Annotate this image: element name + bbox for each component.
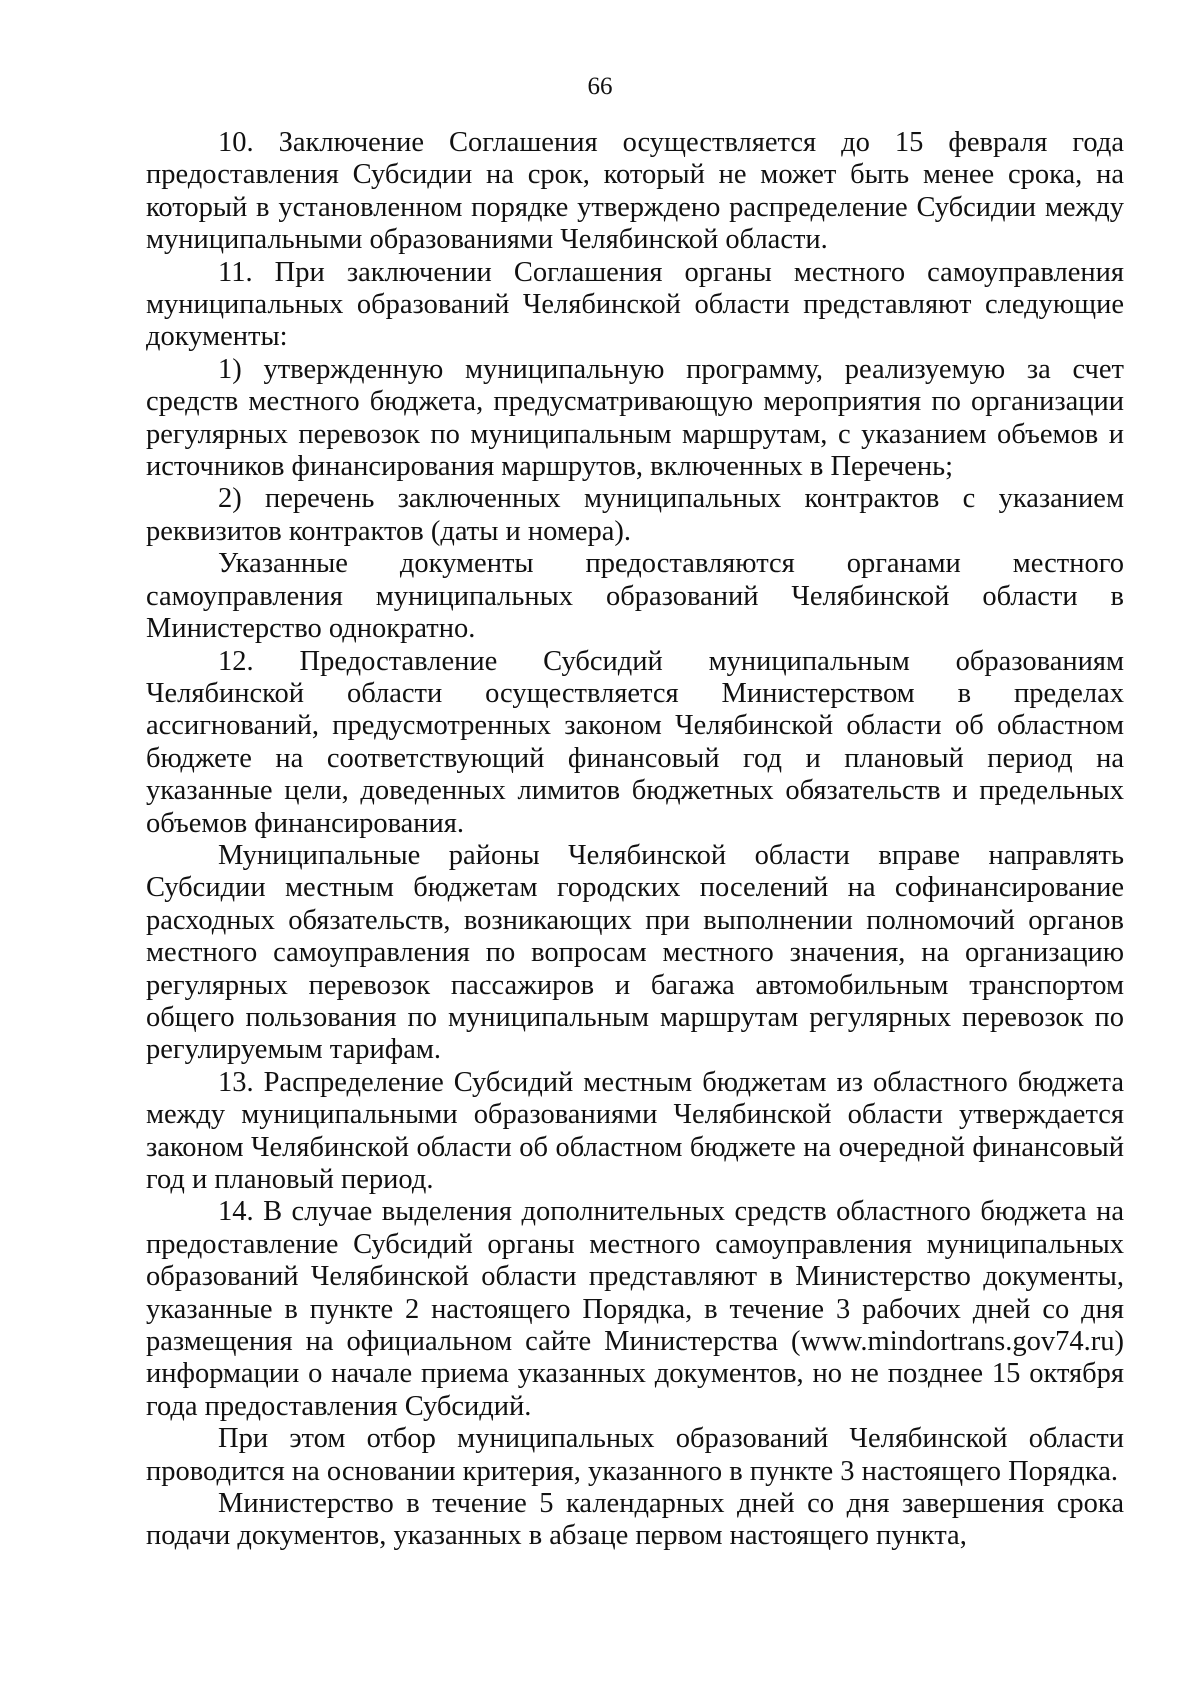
- paragraph-13: 13. Распределение Субсидий местным бюджетам из областного бюджета между муниципальными образованиями Челябинской области утверждается законом Челябинской области об областном бюджете на очередной финансовый год и плановый период.: [146, 1066, 1124, 1195]
- paragraph-12-districts: Муниципальные районы Челябинской области вправе направлять Субсидии местным бюджетам городских поселений на софинансирование расходных обязательств, возникающих при выполнении полномочий органов местного самоуправления по вопросам местного значения, на организацию регулярных перевозок пассажиров и багажа автомобильным транспортом общего пользования по муниципальным маршрутам регулярных перевозок по регулируемым тарифам.: [146, 839, 1124, 1066]
- paragraph-14-ministry: Министерство в течение 5 календарных дней со дня завершения срока подачи документов, указанных в абзаце первом настоящего пункта,: [146, 1488, 1124, 1552]
- paragraph-11-item-2: 2) перечень заключенных муниципальных контрактов с указанием реквизитов контрактов (даты и номера).: [146, 483, 1124, 547]
- paragraph-14-selection: При этом отбор муниципальных образований Челябинской области проводится на основании критерия, указанного в пункте 3 настоящего Порядка.: [146, 1423, 1124, 1487]
- paragraph-11-note: Указанные документы предоставляются органами местного самоуправления муниципальных образований Челябинской области в Министерство однократно.: [146, 548, 1124, 645]
- paragraph-11-item-1: 1) утвержденную муниципальную программу, реализуемую за счет средств местного бюджета, предусматривающую мероприятия по организации регулярных перевозок по муниципальным маршрутам, с указанием объемов и источников финансирования маршрутов, включенных в Перечень;: [146, 353, 1124, 483]
- page-number: 66: [587, 73, 613, 100]
- paragraph-14: 14. В случае выделения дополнительных средств областного бюджета на предоставление Субсидий органы местного самоуправления муниципальных образований Челябинской области представляют в Министерство документы, указанные в пункте 2 настоящего Порядка, в течение 3 рабочих дней со дня размещения на официальном сайте Министерства (www.mindortrans.gov74.ru) информации о начале приема указанных документов, но не позднее 15 октября года предоставления Субсидий.: [146, 1196, 1124, 1422]
- paragraph-11: 11. При заключении Соглашения органы местного самоуправления муниципальных образований Челябинской области представляют следующие документы:: [146, 256, 1124, 353]
- paragraph-10: 10. Заключение Соглашения осуществляется до 15 февраля года предоставления Субсидии на срок, который не может быть менее срока, на который в установленном порядке утверждено распределение Субсидии между муниципальными образованиями Челябинской области.: [146, 127, 1124, 256]
- document-body: [146, 127, 1124, 1553]
- paragraph-12: 12. Предоставление Субсидий муниципальным образованиям Челябинской области осуществляется Министерством в пределах ассигнований, предусмотренных законом Челябинской области об областном бюджете на соответствующий финансовый год и плановый период на указанные цели, доведенных лимитов бюджетных обязательств и предельных объемов финансирования.: [146, 645, 1124, 839]
